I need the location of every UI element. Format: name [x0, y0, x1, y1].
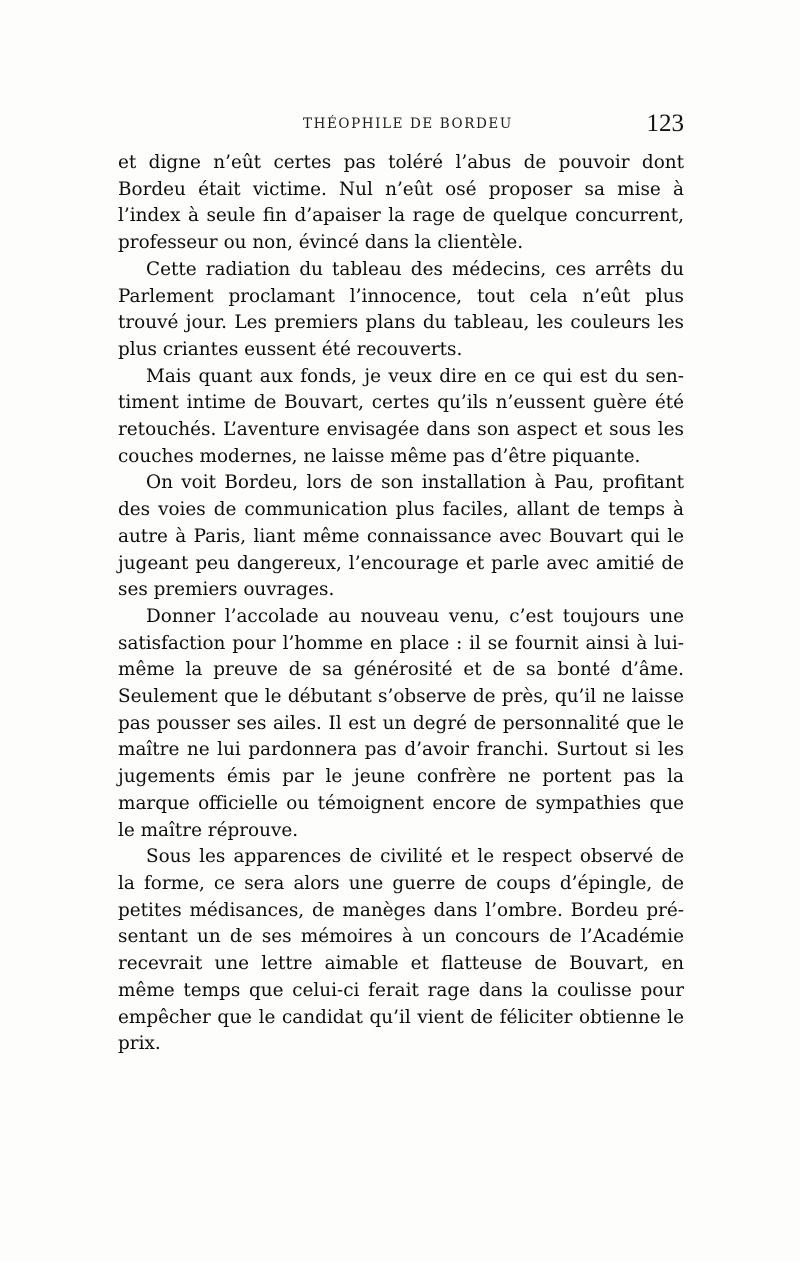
paragraph-4: On voit Bordeu, lors de son installation à Pau, profitant des voies de communication plus faciles, allant de temps à autre à Paris, liant même connaissance avec Bouvart qui le jugeant peu dangereux, l’encourage et parle avec amitié de ses premiers ouvrages.: [118, 472, 684, 601]
paragraph-1: et digne n’eût certes pas toléré l’abus de pouvoir dont Bordeu était victime. Nul n’eût osé proposer sa mise à l’index à seule fin d’apaiser la rage de quelque concurrent, professeur ou non, évincé dans la clientèle.: [118, 152, 684, 254]
running-title: THÉOPHILE DE BORDEU: [303, 116, 513, 132]
paragraph-3: Mais quant aux fonds, je veux dire en ce qui est du sentiment intime de Bouvart, certes qu’ils n’eussent guère été retouchés. L’aventure envisagée dans son aspect et sous les couches modernes, ne laisse même pas d’être piquante.: [118, 365, 684, 467]
paragraph-6: Sous les apparences de civilité et le respect observé de la forme, ce sera alors une guerre de coups d’épingle, de petites médisances, de manèges dans l’ombre. Bordeu présentant un de ses mémoires à un concours de l’Académie recevrait une lettre aimable et flatteuse de Bouvart, en même temps que celui-ci ferait rage dans la coulisse pour empêcher que le candidat qu’il vient de féliciter obtienne le prix.: [118, 846, 684, 1055]
page-number: 123: [646, 110, 684, 137]
paragraph-2: Cette radiation du tableau des médecins, ces arrêts du Parlement proclamant l’innocence, tout cela n’eût plus trouvé jour. Les premiers plans du tableau, les couleurs les plus criantes eussent été recouverts.: [118, 258, 684, 360]
page-header: [118, 110, 684, 140]
paragraph-5: Donner l’accolade au nouveau venu, c’est toujours une satisfaction pour l’homme en place : il se fournit ainsi à lui-même la preuve de sa générosité et de sa bonté d’âme. Seulement que le débutant s’observe de près, qu’il ne laisse pas pousser ses ailes. Il est un degré de personnalité que le maître ne lui pardonnera pas d’avoir franchi. Surtout si les jugements émis par le jeune confrère ne portent pas la marque officielle ou témoignent encore de sympathies que le maître réprouve.: [118, 605, 684, 841]
body-text: [118, 150, 684, 1058]
